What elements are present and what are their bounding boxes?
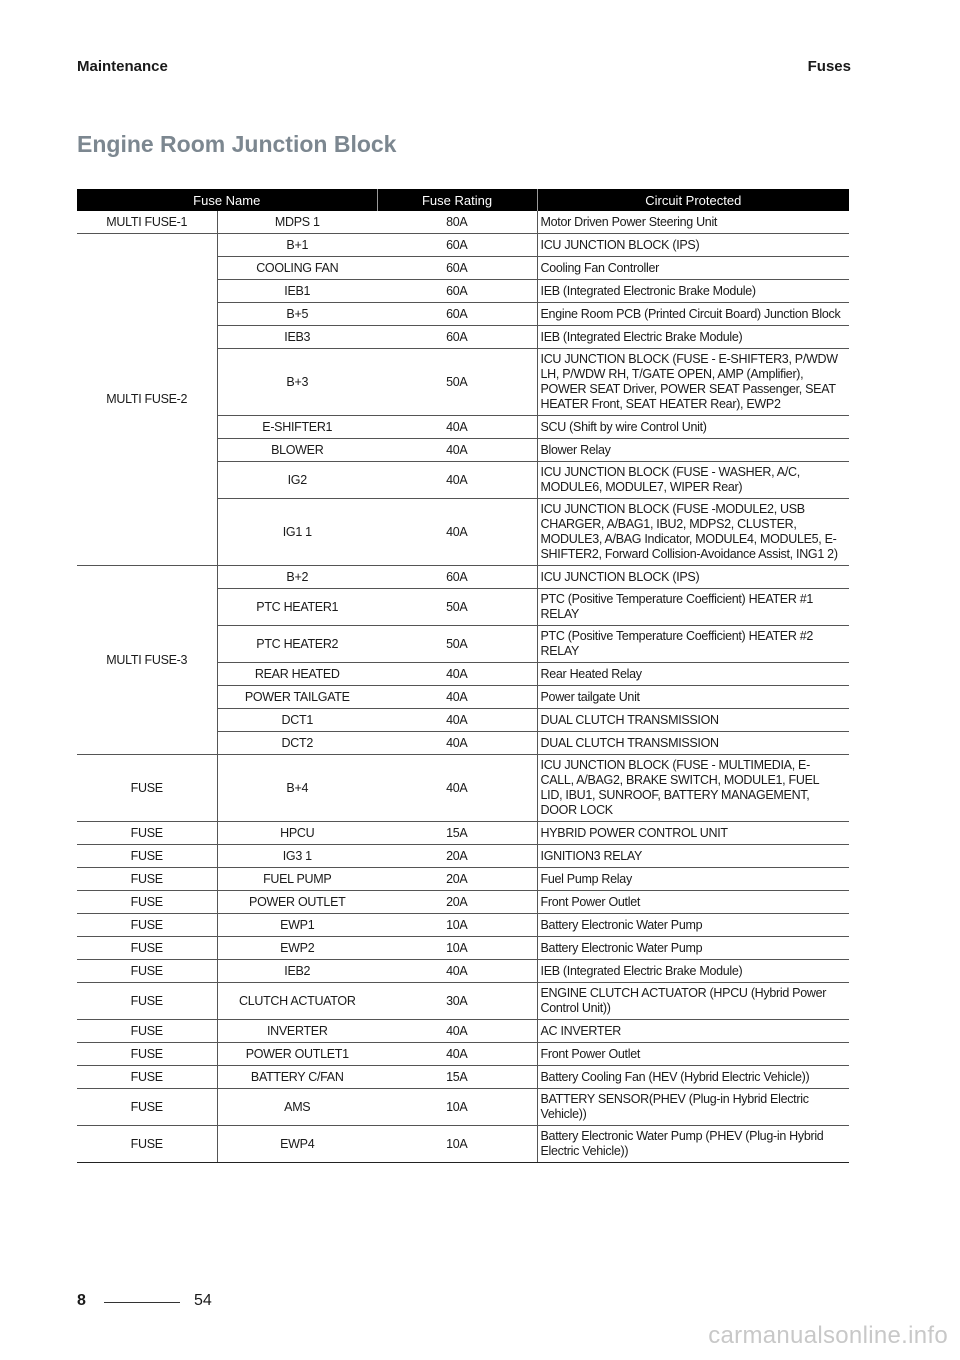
circuit-protected-cell: Battery Cooling Fan (HEV (Hybrid Electric Vehicle)) [537,1066,849,1089]
table-row [77,1043,849,1066]
circuit-protected-cell: SCU (Shift by wire Control Unit) [537,416,849,439]
fuse-table [77,189,849,1163]
circuit-protected-cell: Motor Driven Power Steering Unit [537,211,849,234]
fuse-name-cell: INVERTER [217,1020,377,1043]
fuse-rating-cell: 60A [377,303,537,326]
fuse-rating-cell: 50A [377,626,537,663]
fuse-rating-cell: 20A [377,868,537,891]
fuse-group-cell: MULTI FUSE-2 [77,234,217,566]
table-row [77,914,849,937]
fuse-rating-cell: 20A [377,891,537,914]
fuse-name-cell: B+5 [217,303,377,326]
table-row [77,868,849,891]
circuit-protected-cell: ICU JUNCTION BLOCK (FUSE - MULTIMEDIA, E-CALL, A/BAG2, BRAKE SWITCH, MODULE1, FUEL LID, IBU1, SUNROOF, BATTERY MANAGEMENT, DOOR LOCK [537,755,849,822]
table-row [77,1066,849,1089]
circuit-protected-cell: BATTERY SENSOR(PHEV (Plug-in Hybrid Electric Vehicle)) [537,1089,849,1126]
fuse-rating-cell: 40A [377,960,537,983]
table-row [77,755,849,822]
circuit-protected-cell: HYBRID POWER CONTROL UNIT [537,822,849,845]
fuse-rating-cell: 40A [377,1043,537,1066]
fuse-group-cell: FUSE [77,983,217,1020]
fuse-name-cell: POWER OUTLET [217,891,377,914]
fuse-group-cell: FUSE [77,1043,217,1066]
fuse-name-cell: AMS [217,1089,377,1126]
circuit-protected-cell: Front Power Outlet [537,1043,849,1066]
fuse-rating-cell: 60A [377,566,537,589]
circuit-protected-cell: Power tailgate Unit [537,686,849,709]
fuse-rating-cell: 40A [377,499,537,566]
table-row [77,845,849,868]
fuse-group-cell: FUSE [77,1066,217,1089]
fuse-rating-cell: 60A [377,280,537,303]
fuse-name-cell: IEB3 [217,326,377,349]
table-row [77,983,849,1020]
fuse-rating-cell: 30A [377,983,537,1020]
fuse-rating-cell: 40A [377,663,537,686]
fuse-rating-cell: 20A [377,845,537,868]
column-header-circuit-protected: Circuit Protected [537,189,849,211]
circuit-protected-cell: Battery Electronic Water Pump (PHEV (Plug-in Hybrid Electric Vehicle)) [537,1126,849,1163]
fuse-name-cell: IG3 1 [217,845,377,868]
fuse-name-cell: BATTERY C/FAN [217,1066,377,1089]
circuit-protected-cell: ICU JUNCTION BLOCK (IPS) [537,566,849,589]
circuit-protected-cell: Blower Relay [537,439,849,462]
fuse-rating-cell: 15A [377,1066,537,1089]
fuse-group-cell: FUSE [77,868,217,891]
chapter-number: 8 [77,1292,86,1309]
table-row [77,822,849,845]
table-row [77,891,849,914]
table-row [77,960,849,983]
footer-divider [104,1302,180,1303]
fuse-name-cell: FUEL PUMP [217,868,377,891]
header-section: Maintenance [77,58,168,75]
fuse-group-cell: FUSE [77,822,217,845]
circuit-protected-cell: Engine Room PCB (Printed Circuit Board) Junction Block [537,303,849,326]
fuse-rating-cell: 40A [377,439,537,462]
fuse-group-cell: FUSE [77,914,217,937]
fuse-name-cell: B+3 [217,349,377,416]
circuit-protected-cell: ICU JUNCTION BLOCK (FUSE -MODULE2, USB CHARGER, A/BAG1, IBU2, MDPS2, CLUSTER, MODULE3, A/BAG Indicator, MODULE4, MODULE5, E-SHIFTER2, Forward Collision-Avoidance Assist, ING1 2) [537,499,849,566]
fuse-name-cell: BLOWER [217,439,377,462]
fuse-group-cell: FUSE [77,1126,217,1163]
header-topic: Fuses [807,58,851,75]
circuit-protected-cell: Rear Heated Relay [537,663,849,686]
table-row [77,211,849,234]
circuit-protected-cell: PTC (Positive Temperature Coefficient) HEATER #1 RELAY [537,589,849,626]
fuse-name-cell: COOLING FAN [217,257,377,280]
fuse-rating-cell: 10A [377,1089,537,1126]
fuse-group-cell: FUSE [77,1089,217,1126]
fuse-name-cell: POWER TAILGATE [217,686,377,709]
fuse-rating-cell: 40A [377,462,537,499]
circuit-protected-cell: DUAL CLUTCH TRANSMISSION [537,732,849,755]
fuse-name-cell: E-SHIFTER1 [217,416,377,439]
fuse-rating-cell: 40A [377,416,537,439]
fuse-name-cell: MDPS 1 [217,211,377,234]
fuse-name-cell: DCT2 [217,732,377,755]
circuit-protected-cell: AC INVERTER [537,1020,849,1043]
fuse-rating-cell: 40A [377,1020,537,1043]
fuse-group-cell: FUSE [77,937,217,960]
circuit-protected-cell: Front Power Outlet [537,891,849,914]
fuse-rating-cell: 60A [377,326,537,349]
circuit-protected-cell: Fuel Pump Relay [537,868,849,891]
watermark: carmanualsonline.info [708,1322,948,1349]
circuit-protected-cell: Cooling Fan Controller [537,257,849,280]
page-title: Engine Room Junction Block [77,131,397,157]
fuse-rating-cell: 40A [377,709,537,732]
circuit-protected-cell: Battery Electronic Water Pump [537,914,849,937]
fuse-group-cell: FUSE [77,960,217,983]
page-number: 54 [194,1292,212,1309]
fuse-name-cell: REAR HEATED [217,663,377,686]
fuse-name-cell: IG1 1 [217,499,377,566]
fuse-group-cell: FUSE [77,845,217,868]
fuse-group-cell: FUSE [77,1020,217,1043]
fuse-name-cell: HPCU [217,822,377,845]
circuit-protected-cell: ICU JUNCTION BLOCK (FUSE - WASHER, A/C, MODULE6, MODULE7, WIPER Rear) [537,462,849,499]
fuse-rating-cell: 10A [377,914,537,937]
fuse-name-cell: EWP2 [217,937,377,960]
fuse-rating-cell: 10A [377,1126,537,1163]
fuse-rating-cell: 60A [377,257,537,280]
fuse-rating-cell: 10A [377,937,537,960]
circuit-protected-cell: IEB (Integrated Electric Brake Module) [537,960,849,983]
table-body [77,211,849,1163]
fuse-rating-cell: 50A [377,349,537,416]
fuse-rating-cell: 40A [377,755,537,822]
circuit-protected-cell: ICU JUNCTION BLOCK (FUSE - E-SHIFTER3, P/WDW LH, P/WDW RH, T/GATE OPEN, AMP (Amplifier), POWER SEAT Driver, POWER SEAT Passenger, SEAT HEATER Front, SEAT HEATER Rear), EWP2 [537,349,849,416]
circuit-protected-cell: Battery Electronic Water Pump [537,937,849,960]
circuit-protected-cell: DUAL CLUTCH TRANSMISSION [537,709,849,732]
fuse-name-cell: B+4 [217,755,377,822]
circuit-protected-cell: ICU JUNCTION BLOCK (IPS) [537,234,849,257]
fuse-rating-cell: 50A [377,589,537,626]
table-header [77,189,849,211]
column-header-fuse-name: Fuse Name [77,189,377,211]
fuse-name-cell: EWP1 [217,914,377,937]
fuse-group-cell: FUSE [77,755,217,822]
fuse-name-cell: IEB1 [217,280,377,303]
fuse-rating-cell: 15A [377,822,537,845]
circuit-protected-cell: IGNITION3 RELAY [537,845,849,868]
fuse-name-cell: IEB2 [217,960,377,983]
fuse-name-cell: CLUTCH ACTUATOR [217,983,377,1020]
fuse-name-cell: EWP4 [217,1126,377,1163]
fuse-group-cell: MULTI FUSE-1 [77,211,217,234]
fuse-name-cell: POWER OUTLET1 [217,1043,377,1066]
table-row [77,937,849,960]
fuse-name-cell: B+1 [217,234,377,257]
table-row [77,1126,849,1163]
fuse-group-cell: MULTI FUSE-3 [77,566,217,755]
table-row [77,1020,849,1043]
fuse-name-cell: B+2 [217,566,377,589]
circuit-protected-cell: IEB (Integrated Electronic Brake Module) [537,280,849,303]
circuit-protected-cell: ENGINE CLUTCH ACTUATOR (HPCU (Hybrid Power Control Unit)) [537,983,849,1020]
circuit-protected-cell: IEB (Integrated Electric Brake Module) [537,326,849,349]
column-header-fuse-rating: Fuse Rating [377,189,537,211]
fuse-rating-cell: 40A [377,732,537,755]
circuit-protected-cell: PTC (Positive Temperature Coefficient) HEATER #2 RELAY [537,626,849,663]
fuse-rating-cell: 80A [377,211,537,234]
fuse-name-cell: PTC HEATER1 [217,589,377,626]
fuse-name-cell: DCT1 [217,709,377,732]
table-row [77,566,849,589]
fuse-rating-cell: 60A [377,234,537,257]
fuse-name-cell: PTC HEATER2 [217,626,377,663]
fuse-group-cell: FUSE [77,891,217,914]
fuse-name-cell: IG2 [217,462,377,499]
fuse-rating-cell: 40A [377,686,537,709]
table-row [77,234,849,257]
table-row [77,1089,849,1126]
